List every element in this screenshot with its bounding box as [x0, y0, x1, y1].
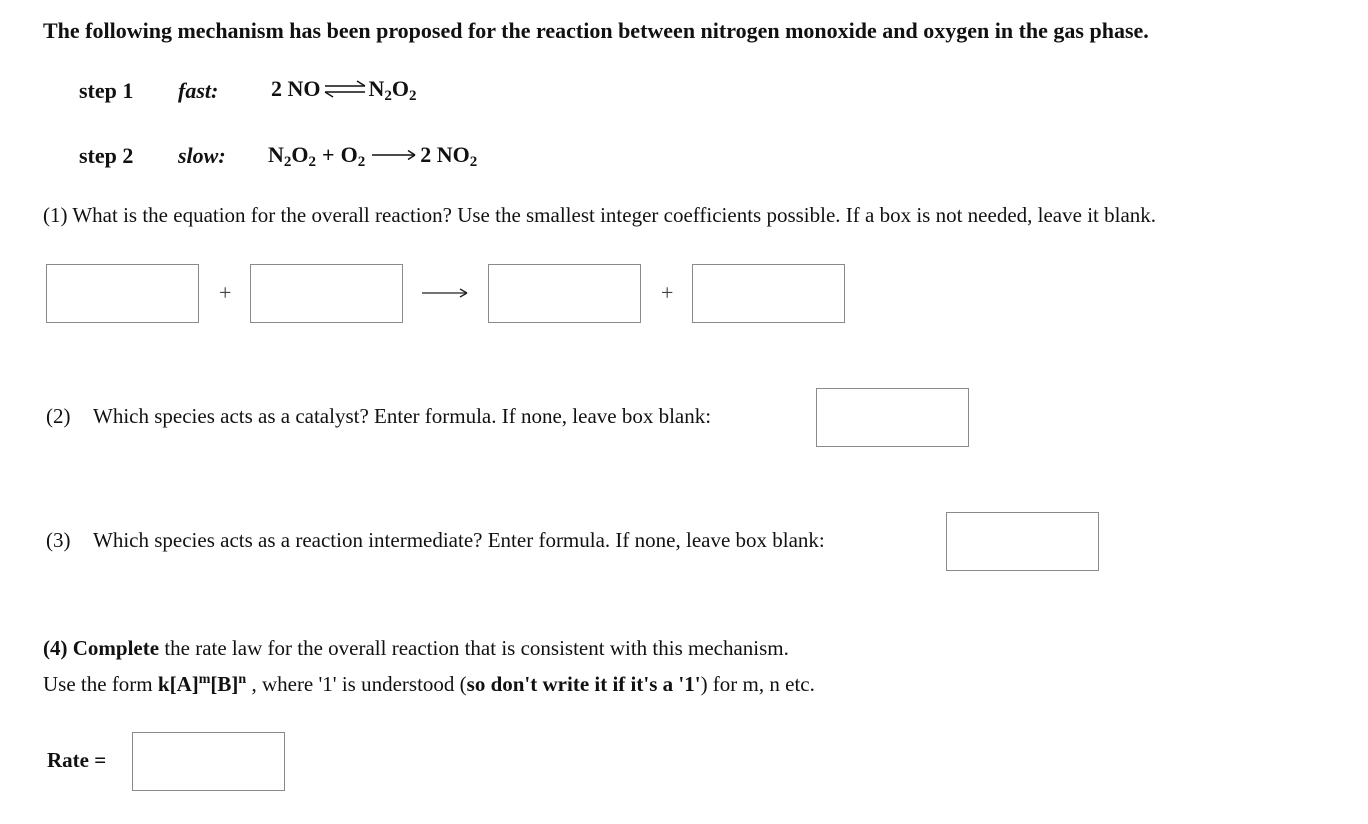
rate-label: Rate = — [47, 748, 107, 772]
step1-label: step 1 — [79, 78, 134, 103]
q4-line2-prefix: Use the form — [43, 672, 153, 696]
q1-arrow-icon — [421, 286, 469, 300]
q4-rate-form: $k[A]^m[B]^n$ — [157, 672, 247, 696]
intermediate-input[interactable] — [946, 512, 1099, 571]
step2-reactant2: $O_2$ — [340, 142, 366, 170]
q4-number: (4) — [43, 636, 68, 660]
step2-plus: + — [322, 142, 335, 167]
q1-product2-input[interactable] — [692, 264, 845, 323]
step2-equation — [268, 142, 477, 168]
q1-plus-left: + — [219, 280, 232, 305]
step1-product: $N_2O_2$ — [368, 76, 417, 104]
q3-text: Which species acts as a reaction intermediate? Enter formula. If none, leave box blank: — [93, 528, 825, 552]
q4-line2-end: ) for m, n etc. — [700, 672, 815, 696]
equilibrium-arrow-icon — [323, 80, 367, 98]
q1-reactant1-input[interactable] — [46, 264, 199, 323]
q4-line2-mid: , where '1' is understood ( — [251, 672, 467, 696]
step1-equation — [271, 76, 417, 102]
catalyst-input[interactable] — [816, 388, 969, 447]
q4-line2 — [43, 672, 815, 697]
q1-product1-input[interactable] — [488, 264, 641, 323]
q4-line2-bold: so don't write it if it's a '1' — [466, 672, 701, 696]
q2-text: Which species acts as a catalyst? Enter formula. If none, leave box blank: — [93, 404, 712, 428]
q2-number: (2) — [46, 404, 71, 428]
step2-product: 2 $NO_2$ — [420, 142, 478, 170]
step2-speed: slow: — [178, 143, 226, 168]
rate-law-input[interactable] — [132, 732, 285, 791]
step2-reactant1: $N_2O_2$ — [268, 142, 317, 170]
q1-reactant2-input[interactable] — [250, 264, 403, 323]
q3-number: (3) — [46, 528, 71, 552]
q4-bold-word: Complete — [72, 636, 160, 660]
q4-line1 — [43, 636, 789, 661]
q4-line1-rest: the rate law for the overall reaction that is consistent with this mechanism. — [164, 636, 789, 660]
step1-reactant: 2 NO — [271, 76, 321, 101]
q1-plus-right: + — [661, 280, 674, 305]
intro-text: The following mechanism has been proposed for the reaction between nitrogen monoxide and oxygen in the gas phase. — [43, 18, 1149, 43]
step1-speed: fast: — [178, 78, 219, 103]
q1-text: (1) What is the equation for the overall reaction? Use the smallest integer coefficients possible. If a box is not needed, leave it blank. — [43, 203, 1157, 227]
step2-label: step 2 — [79, 143, 134, 168]
forward-arrow-icon — [371, 148, 417, 162]
